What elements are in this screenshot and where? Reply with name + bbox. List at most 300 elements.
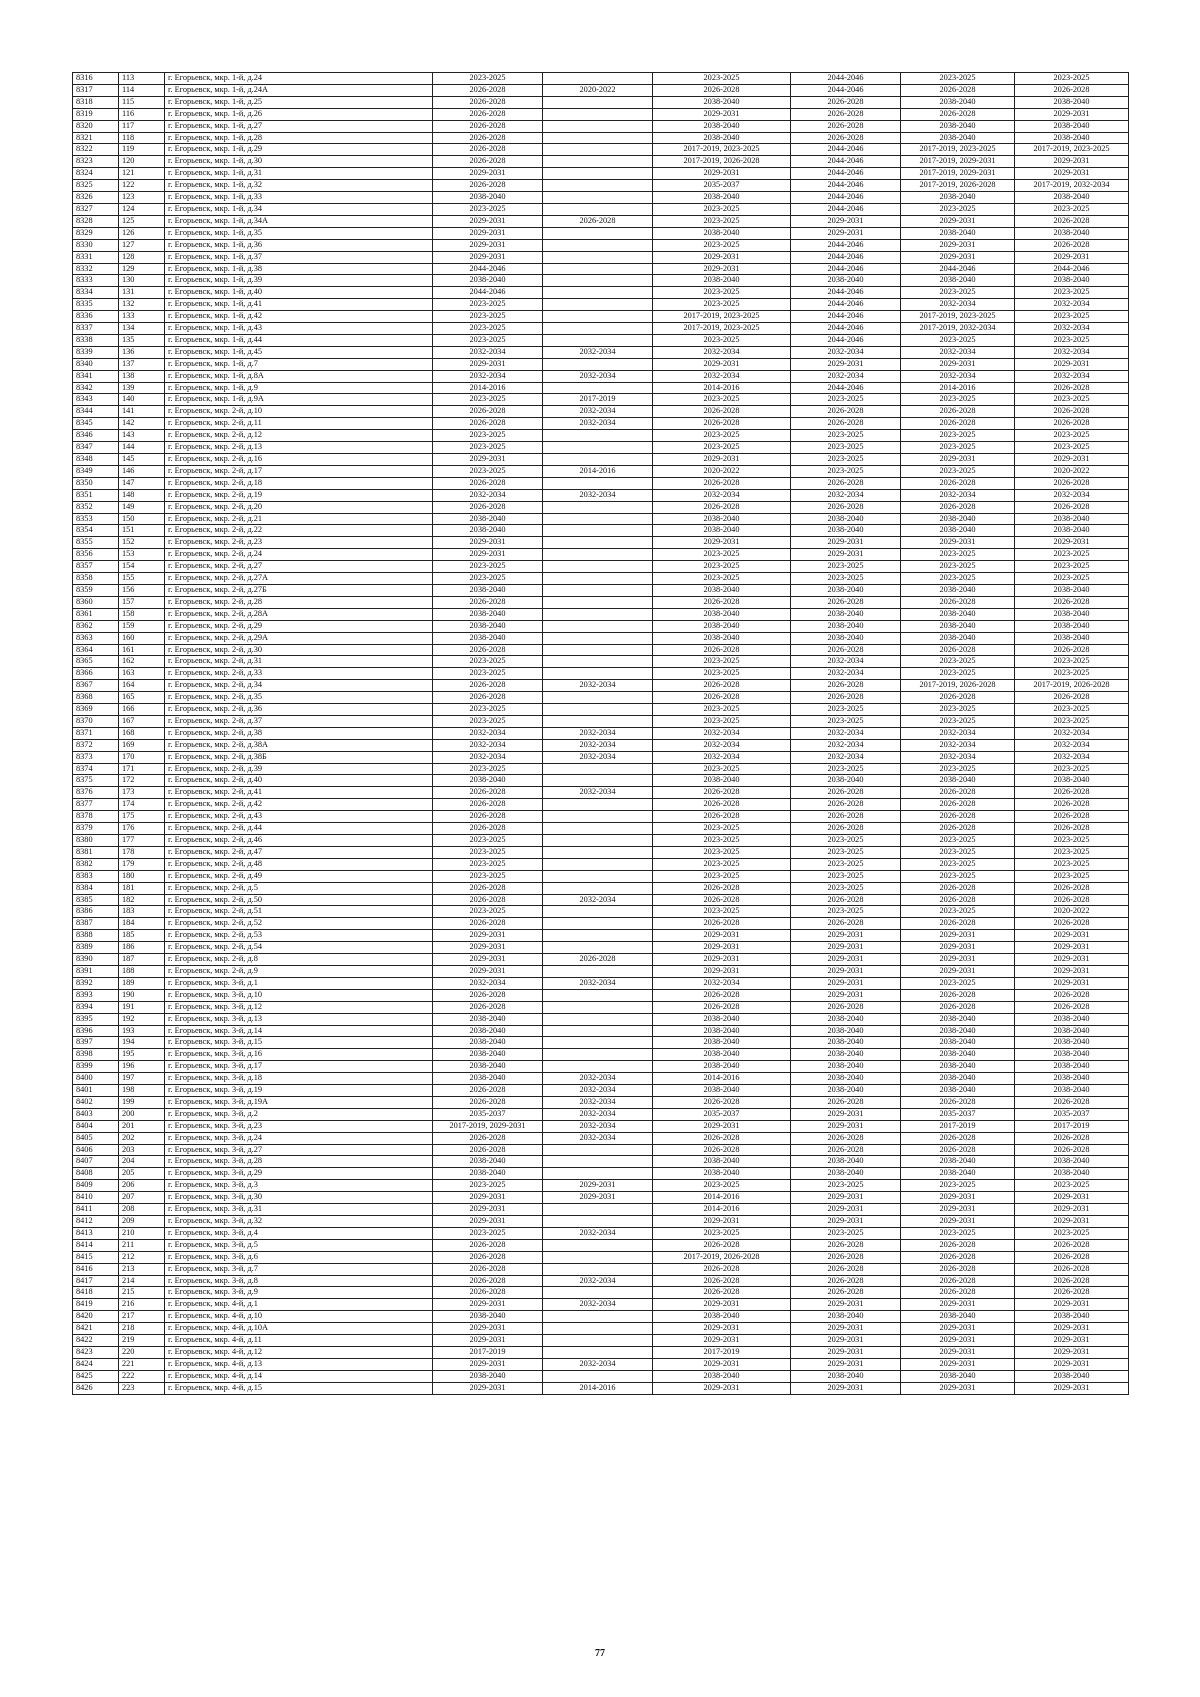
table-row: [73, 370, 1129, 382]
cell-period-4: 2044-2046: [791, 239, 901, 251]
cell-period-2: 2032-2034: [543, 346, 653, 358]
cell-address: г. Егорьевск, мкр. 2-й, д.47: [165, 846, 433, 858]
cell-period-2: [543, 108, 653, 120]
table-row: [73, 275, 1129, 287]
cell-period-3: 2038-2040: [653, 120, 791, 132]
cell-period-3: 2023-2025: [653, 668, 791, 680]
cell-address: г. Егорьевск, мкр. 2-й, д.20: [165, 501, 433, 513]
cell-item-number: 213: [119, 1263, 165, 1275]
cell-period-4: 2026-2028: [791, 787, 901, 799]
cell-period-5: 2023-2025: [901, 465, 1015, 477]
cell-period-2: [543, 156, 653, 168]
cell-period-3: 2026-2028: [653, 501, 791, 513]
table-row: [73, 1335, 1129, 1347]
cell-address: г. Егорьевск, мкр. 2-й, д.52: [165, 918, 433, 930]
cell-address: г. Егорьевск, мкр. 1-й, д.40: [165, 287, 433, 299]
cell-period-6: 2026-2028: [1015, 882, 1129, 894]
cell-period-6: 2023-2025: [1015, 870, 1129, 882]
cell-period-6: 2038-2040: [1015, 1085, 1129, 1097]
cell-row-number: 8390: [73, 954, 119, 966]
table-row: [73, 537, 1129, 549]
cell-item-number: 182: [119, 894, 165, 906]
cell-period-6: 2026-2028: [1015, 1239, 1129, 1251]
cell-period-1: 2038-2040: [433, 525, 543, 537]
cell-item-number: 117: [119, 120, 165, 132]
cell-period-5: 2017-2019, 2023-2025: [901, 144, 1015, 156]
cell-period-2: [543, 704, 653, 716]
cell-item-number: 179: [119, 858, 165, 870]
cell-period-6: 2023-2025: [1015, 394, 1129, 406]
cell-period-1: 2026-2028: [433, 132, 543, 144]
cell-period-3: 2026-2028: [653, 1239, 791, 1251]
table-row: [73, 965, 1129, 977]
cell-address: г. Егорьевск, мкр. 2-й, д.24: [165, 549, 433, 561]
table-row: [73, 382, 1129, 394]
table-row: [73, 584, 1129, 596]
cell-period-3: 2017-2019, 2023-2025: [653, 144, 791, 156]
cell-period-4: 2026-2028: [791, 644, 901, 656]
cell-address: г. Егорьевск, мкр. 1-й, д.43: [165, 323, 433, 335]
table-row: [73, 1216, 1129, 1228]
cell-address: г. Егорьевск, мкр. 1-й, д.31: [165, 168, 433, 180]
cell-period-6: 2038-2040: [1015, 192, 1129, 204]
cell-period-5: 2026-2028: [901, 477, 1015, 489]
table-row: [73, 1204, 1129, 1216]
cell-period-4: 2032-2034: [791, 739, 901, 751]
cell-period-2: [543, 918, 653, 930]
cell-row-number: 8352: [73, 501, 119, 513]
cell-period-4: 2026-2028: [791, 1275, 901, 1287]
cell-period-6: 2017-2019, 2023-2025: [1015, 144, 1129, 156]
cell-period-1: 2035-2037: [433, 1108, 543, 1120]
cell-period-1: 2038-2040: [433, 620, 543, 632]
cell-period-1: 2038-2040: [433, 1013, 543, 1025]
cell-period-5: 2029-2031: [901, 1358, 1015, 1370]
cell-item-number: 138: [119, 370, 165, 382]
cell-period-3: 2023-2025: [653, 430, 791, 442]
cell-period-5: 2023-2025: [901, 561, 1015, 573]
cell-period-5: 2026-2028: [901, 406, 1015, 418]
cell-period-6: 2029-2031: [1015, 942, 1129, 954]
cell-address: г. Егорьевск, мкр. 1-й, д.41: [165, 299, 433, 311]
cell-address: г. Егорьевск, мкр. 2-й, д.27Б: [165, 584, 433, 596]
cell-period-5: 2026-2028: [901, 823, 1015, 835]
cell-period-5: 2023-2025: [901, 573, 1015, 585]
cell-period-1: 2023-2025: [433, 870, 543, 882]
cell-period-2: [543, 942, 653, 954]
cell-period-4: 2029-2031: [791, 1216, 901, 1228]
cell-period-6: 2038-2040: [1015, 1061, 1129, 1073]
cell-item-number: 151: [119, 525, 165, 537]
cell-period-4: 2038-2040: [791, 1168, 901, 1180]
cell-row-number: 8388: [73, 930, 119, 942]
cell-period-3: 2032-2034: [653, 346, 791, 358]
cell-period-1: 2023-2025: [433, 1227, 543, 1239]
table-row: [73, 811, 1129, 823]
cell-period-1: 2026-2028: [433, 1275, 543, 1287]
cell-address: г. Егорьевск, мкр. 3-й, д.3: [165, 1180, 433, 1192]
cell-row-number: 8389: [73, 942, 119, 954]
table-row: [73, 680, 1129, 692]
cell-period-2: 2020-2022: [543, 84, 653, 96]
cell-item-number: 128: [119, 251, 165, 263]
cell-period-4: 2044-2046: [791, 168, 901, 180]
cell-period-2: [543, 382, 653, 394]
cell-period-3: 2029-2031: [653, 168, 791, 180]
cell-period-2: [543, 287, 653, 299]
cell-period-2: [543, 454, 653, 466]
cell-period-2: [543, 1013, 653, 1025]
cell-period-1: 2029-2031: [433, 1192, 543, 1204]
cell-period-6: 2026-2028: [1015, 989, 1129, 1001]
table-row: [73, 1120, 1129, 1132]
cell-row-number: 8398: [73, 1049, 119, 1061]
cell-period-5: 2029-2031: [901, 930, 1015, 942]
cell-period-6: 2023-2025: [1015, 656, 1129, 668]
cell-period-1: 2026-2028: [433, 156, 543, 168]
table-row: [73, 489, 1129, 501]
cell-period-4: 2038-2040: [791, 608, 901, 620]
cell-period-2: [543, 823, 653, 835]
table-row: [73, 775, 1129, 787]
table-row: [73, 906, 1129, 918]
cell-period-1: 2029-2031: [433, 1358, 543, 1370]
table-row: [73, 108, 1129, 120]
cell-address: г. Егорьевск, мкр. 3-й, д.32: [165, 1216, 433, 1228]
cell-period-1: 2026-2028: [433, 477, 543, 489]
cell-period-6: 2026-2028: [1015, 84, 1129, 96]
cell-row-number: 8425: [73, 1370, 119, 1382]
cell-item-number: 205: [119, 1168, 165, 1180]
cell-item-number: 199: [119, 1096, 165, 1108]
table-row: [73, 1061, 1129, 1073]
cell-period-2: [543, 263, 653, 275]
cell-address: г. Егорьевск, мкр. 3-й, д.6: [165, 1251, 433, 1263]
cell-period-5: 2029-2031: [901, 1192, 1015, 1204]
cell-period-3: 2029-2031: [653, 1120, 791, 1132]
cell-period-1: 2026-2028: [433, 823, 543, 835]
cell-period-5: 2023-2025: [901, 1227, 1015, 1239]
cell-period-1: 2029-2031: [433, 239, 543, 251]
cell-period-3: 2017-2019, 2026-2028: [653, 156, 791, 168]
cell-period-3: 2026-2028: [653, 989, 791, 1001]
cell-period-3: 2038-2040: [653, 1013, 791, 1025]
table-row: [73, 1096, 1129, 1108]
cell-item-number: 121: [119, 168, 165, 180]
cell-period-3: 2023-2025: [653, 715, 791, 727]
cell-item-number: 158: [119, 608, 165, 620]
cell-period-2: [543, 1346, 653, 1358]
cell-period-2: [543, 656, 653, 668]
cell-item-number: 118: [119, 132, 165, 144]
cell-period-6: 2023-2025: [1015, 311, 1129, 323]
table-row: [73, 1287, 1129, 1299]
cell-row-number: 8328: [73, 215, 119, 227]
cell-period-4: 2026-2028: [791, 799, 901, 811]
cell-period-6: 2023-2025: [1015, 1227, 1129, 1239]
cell-period-1: 2023-2025: [433, 668, 543, 680]
cell-period-4: 2023-2025: [791, 465, 901, 477]
cell-address: г. Егорьевск, мкр. 3-й, д.17: [165, 1061, 433, 1073]
table-row: [73, 418, 1129, 430]
cell-period-5: 2038-2040: [901, 1073, 1015, 1085]
cell-period-2: [543, 120, 653, 132]
cell-period-2: 2032-2034: [543, 1227, 653, 1239]
cell-period-5: 2029-2031: [901, 1346, 1015, 1358]
cell-item-number: 113: [119, 73, 165, 85]
table-row: [73, 1192, 1129, 1204]
cell-item-number: 181: [119, 882, 165, 894]
cell-period-1: 2038-2040: [433, 275, 543, 287]
cell-period-6: 2026-2028: [1015, 1096, 1129, 1108]
cell-period-3: 2023-2025: [653, 203, 791, 215]
cell-period-1: 2026-2028: [433, 1144, 543, 1156]
cell-period-3: 2029-2031: [653, 1299, 791, 1311]
cell-item-number: 134: [119, 323, 165, 335]
cell-item-number: 125: [119, 215, 165, 227]
cell-period-5: 2038-2040: [901, 227, 1015, 239]
cell-address: г. Егорьевск, мкр. 2-й, д.38Б: [165, 751, 433, 763]
cell-period-5: 2023-2025: [901, 846, 1015, 858]
cell-period-5: 2029-2031: [901, 358, 1015, 370]
cell-period-5: 2029-2031: [901, 1323, 1015, 1335]
cell-period-4: 2044-2046: [791, 334, 901, 346]
cell-period-3: 2026-2028: [653, 418, 791, 430]
table-row: [73, 1227, 1129, 1239]
cell-period-2: [543, 835, 653, 847]
cell-address: г. Егорьевск, мкр. 2-й, д.53: [165, 930, 433, 942]
cell-item-number: 175: [119, 811, 165, 823]
cell-period-3: 2038-2040: [653, 227, 791, 239]
cell-period-1: 2026-2028: [433, 1096, 543, 1108]
cell-period-6: 2026-2028: [1015, 787, 1129, 799]
cell-period-4: 2038-2040: [791, 1073, 901, 1085]
cell-period-3: 2038-2040: [653, 1061, 791, 1073]
cell-period-5: 2038-2040: [901, 1049, 1015, 1061]
cell-period-1: 2038-2040: [433, 1311, 543, 1323]
cell-period-2: [543, 1311, 653, 1323]
cell-row-number: 8394: [73, 1001, 119, 1013]
cell-period-4: 2038-2040: [791, 1013, 901, 1025]
cell-period-3: 2029-2031: [653, 1382, 791, 1394]
cell-period-6: 2038-2040: [1015, 525, 1129, 537]
cell-row-number: 8335: [73, 299, 119, 311]
cell-address: г. Егорьевск, мкр. 3-й, д.10: [165, 989, 433, 1001]
cell-period-4: 2023-2025: [791, 394, 901, 406]
cell-period-1: 2038-2040: [433, 1156, 543, 1168]
cell-row-number: 8366: [73, 668, 119, 680]
cell-row-number: 8360: [73, 596, 119, 608]
cell-item-number: 183: [119, 906, 165, 918]
cell-period-1: 2026-2028: [433, 1085, 543, 1097]
cell-address: г. Егорьевск, мкр. 2-й, д.38А: [165, 739, 433, 751]
cell-address: г. Егорьевск, мкр. 2-й, д.40: [165, 775, 433, 787]
cell-period-6: 2032-2034: [1015, 346, 1129, 358]
cell-row-number: 8362: [73, 620, 119, 632]
cell-period-5: 2038-2040: [901, 632, 1015, 644]
cell-period-1: 2026-2028: [433, 180, 543, 192]
cell-address: г. Егорьевск, мкр. 4-й, д.10: [165, 1311, 433, 1323]
cell-period-6: 2026-2028: [1015, 1275, 1129, 1287]
cell-item-number: 172: [119, 775, 165, 787]
cell-period-1: 2038-2040: [433, 1037, 543, 1049]
cell-row-number: 8349: [73, 465, 119, 477]
cell-period-2: 2032-2034: [543, 739, 653, 751]
table-row: [73, 763, 1129, 775]
cell-period-3: 2023-2025: [653, 573, 791, 585]
cell-address: г. Егорьевск, мкр. 3-й, д.18: [165, 1073, 433, 1085]
cell-period-1: 2026-2028: [433, 692, 543, 704]
cell-period-4: 2038-2040: [791, 1311, 901, 1323]
cell-period-1: 2029-2031: [433, 954, 543, 966]
table-row: [73, 668, 1129, 680]
cell-item-number: 207: [119, 1192, 165, 1204]
cell-period-6: 2038-2040: [1015, 620, 1129, 632]
cell-period-5: 2032-2034: [901, 739, 1015, 751]
cell-row-number: 8316: [73, 73, 119, 85]
table-row: [73, 549, 1129, 561]
cell-period-4: 2026-2028: [791, 1239, 901, 1251]
cell-address: г. Егорьевск, мкр. 2-й, д.9: [165, 965, 433, 977]
cell-row-number: 8385: [73, 894, 119, 906]
cell-period-3: 2026-2028: [653, 1144, 791, 1156]
cell-period-2: [543, 442, 653, 454]
cell-period-3: 2023-2025: [653, 239, 791, 251]
cell-period-4: 2023-2025: [791, 430, 901, 442]
cell-period-1: 2023-2025: [433, 334, 543, 346]
cell-period-6: 2038-2040: [1015, 120, 1129, 132]
cell-period-3: 2029-2031: [653, 251, 791, 263]
cell-period-6: 2023-2025: [1015, 763, 1129, 775]
cell-row-number: 8336: [73, 311, 119, 323]
cell-period-2: [543, 358, 653, 370]
cell-period-2: [543, 596, 653, 608]
cell-period-4: 2029-2031: [791, 942, 901, 954]
cell-period-4: 2023-2025: [791, 573, 901, 585]
table-row: [73, 156, 1129, 168]
cell-period-4: 2023-2025: [791, 870, 901, 882]
cell-period-3: 2023-2025: [653, 549, 791, 561]
cell-row-number: 8364: [73, 644, 119, 656]
cell-period-2: [543, 644, 653, 656]
cell-period-2: [543, 692, 653, 704]
table-row: [73, 192, 1129, 204]
cell-period-2: [543, 1370, 653, 1382]
cell-address: г. Егорьевск, мкр. 2-й, д.28А: [165, 608, 433, 620]
cell-item-number: 201: [119, 1120, 165, 1132]
cell-item-number: 144: [119, 442, 165, 454]
cell-row-number: 8341: [73, 370, 119, 382]
cell-period-4: 2026-2028: [791, 96, 901, 108]
cell-row-number: 8324: [73, 168, 119, 180]
cell-item-number: 216: [119, 1299, 165, 1311]
cell-period-5: 2029-2031: [901, 454, 1015, 466]
cell-period-6: 2038-2040: [1015, 275, 1129, 287]
cell-row-number: 8359: [73, 584, 119, 596]
cell-period-5: 2023-2025: [901, 668, 1015, 680]
cell-period-4: 2038-2040: [791, 620, 901, 632]
cell-period-4: 2026-2028: [791, 680, 901, 692]
cell-period-4: 2032-2034: [791, 656, 901, 668]
cell-period-6: 2032-2034: [1015, 323, 1129, 335]
table-row: [73, 406, 1129, 418]
table-row: [73, 1251, 1129, 1263]
cell-period-4: 2026-2028: [791, 418, 901, 430]
cell-row-number: 8409: [73, 1180, 119, 1192]
cell-period-3: 2023-2025: [653, 215, 791, 227]
cell-period-5: 2023-2025: [901, 334, 1015, 346]
cell-item-number: 203: [119, 1144, 165, 1156]
cell-period-5: 2029-2031: [901, 1204, 1015, 1216]
cell-period-3: 2023-2025: [653, 1180, 791, 1192]
cell-period-2: [543, 1204, 653, 1216]
cell-period-6: 2029-2031: [1015, 965, 1129, 977]
cell-period-3: 2029-2031: [653, 454, 791, 466]
cell-row-number: 8323: [73, 156, 119, 168]
cell-address: г. Егорьевск, мкр. 2-й, д.13: [165, 442, 433, 454]
cell-period-2: [543, 906, 653, 918]
cell-period-6: 2038-2040: [1015, 1049, 1129, 1061]
cell-address: г. Егорьевск, мкр. 4-й, д.12: [165, 1346, 433, 1358]
cell-item-number: 180: [119, 870, 165, 882]
cell-period-4: 2023-2025: [791, 561, 901, 573]
cell-row-number: 8319: [73, 108, 119, 120]
cell-item-number: 150: [119, 513, 165, 525]
cell-address: г. Егорьевск, мкр. 3-й, д.19: [165, 1085, 433, 1097]
cell-period-4: 2038-2040: [791, 584, 901, 596]
cell-period-5: 2023-2025: [901, 1180, 1015, 1192]
cell-period-6: 2017-2019: [1015, 1120, 1129, 1132]
table-row: [73, 180, 1129, 192]
cell-address: г. Егорьевск, мкр. 1-й, д.35: [165, 227, 433, 239]
cell-period-6: 2023-2025: [1015, 1180, 1129, 1192]
cell-row-number: 8416: [73, 1263, 119, 1275]
cell-period-3: 2038-2040: [653, 608, 791, 620]
cell-period-6: 2026-2028: [1015, 1144, 1129, 1156]
cell-period-3: 2026-2028: [653, 1263, 791, 1275]
cell-address: г. Егорьевск, мкр. 2-й, д.28: [165, 596, 433, 608]
cell-period-4: 2032-2034: [791, 668, 901, 680]
table-row: [73, 918, 1129, 930]
cell-address: г. Егорьевск, мкр. 2-й, д.39: [165, 763, 433, 775]
cell-period-6: 2038-2040: [1015, 775, 1129, 787]
cell-period-3: 2029-2031: [653, 930, 791, 942]
cell-period-4: 2026-2028: [791, 1096, 901, 1108]
cell-period-1: 2023-2025: [433, 906, 543, 918]
cell-row-number: 8337: [73, 323, 119, 335]
cell-period-4: 2038-2040: [791, 1156, 901, 1168]
cell-address: г. Егорьевск, мкр. 1-й, д.26: [165, 108, 433, 120]
cell-row-number: 8326: [73, 192, 119, 204]
cell-period-3: 2023-2025: [653, 442, 791, 454]
cell-period-3: 2023-2025: [653, 73, 791, 85]
cell-address: г. Егорьевск, мкр. 2-й, д.36: [165, 704, 433, 716]
cell-period-3: 2023-2025: [653, 858, 791, 870]
cell-period-5: 2023-2025: [901, 287, 1015, 299]
cell-period-5: 2029-2031: [901, 954, 1015, 966]
cell-period-4: 2029-2031: [791, 215, 901, 227]
cell-period-4: 2026-2028: [791, 406, 901, 418]
cell-item-number: 140: [119, 394, 165, 406]
table-row: [73, 620, 1129, 632]
cell-period-5: 2026-2028: [901, 787, 1015, 799]
cell-period-4: 2029-2031: [791, 549, 901, 561]
cell-period-2: 2032-2034: [543, 727, 653, 739]
cell-period-1: 2026-2028: [433, 918, 543, 930]
cell-period-6: 2023-2025: [1015, 549, 1129, 561]
cell-row-number: 8318: [73, 96, 119, 108]
cell-address: г. Егорьевск, мкр. 2-й, д.10: [165, 406, 433, 418]
